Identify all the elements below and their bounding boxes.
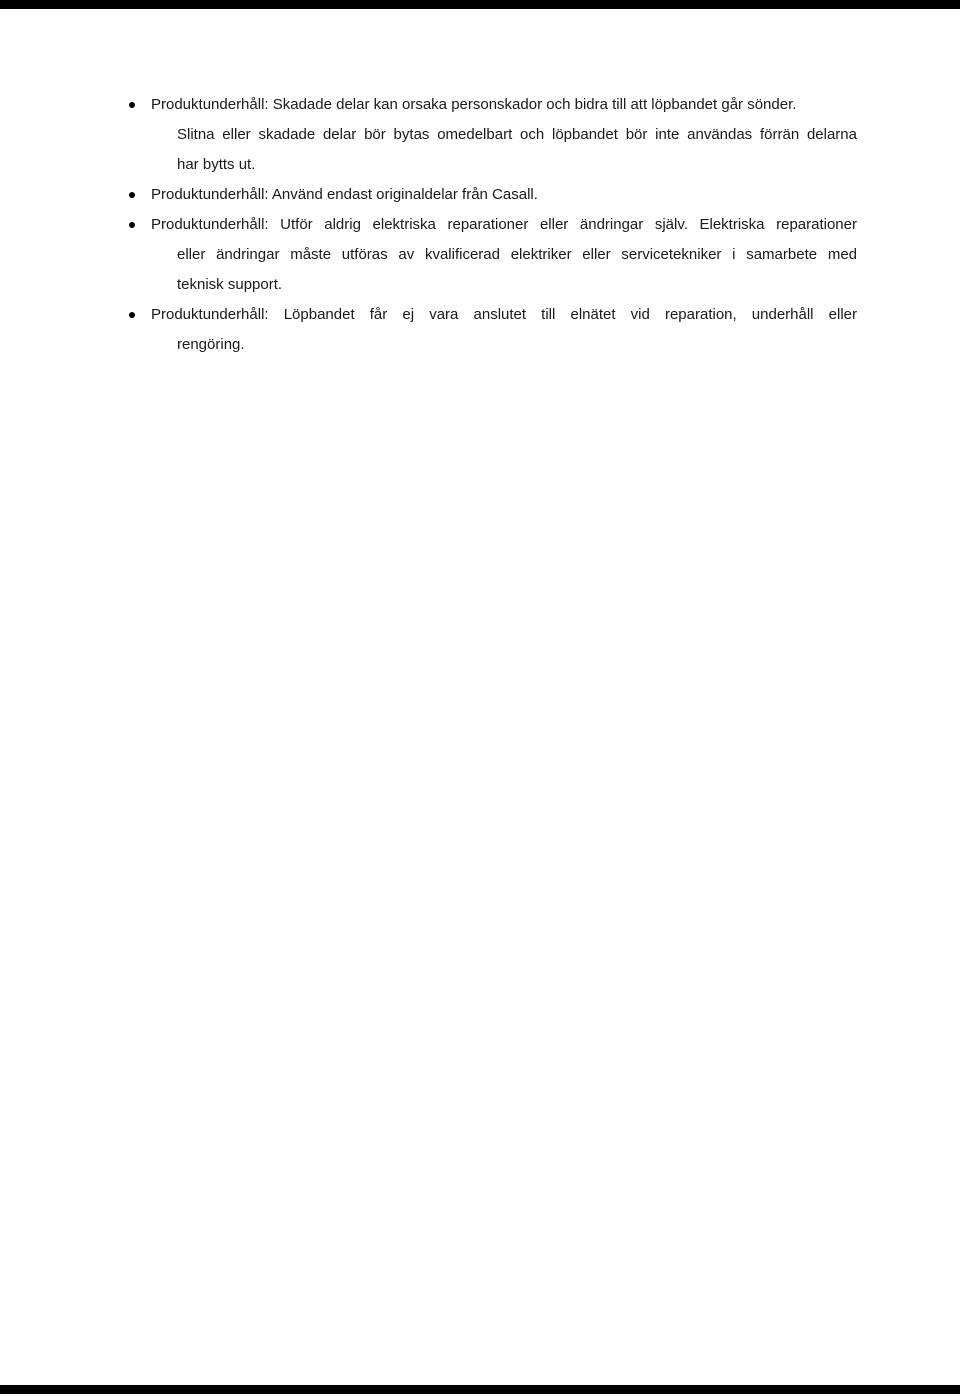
list-item-line: har bytts ut. — [177, 156, 256, 173]
list-item-line: Produktunderhåll: Skadade delar kan orsaka personskador och bidra till att löpbandet går sönder. — [151, 96, 797, 113]
list-item-line: eller ändringar måste utföras av kvalificerad elektriker eller servicetekniker i samarbete med — [177, 246, 857, 263]
list-item-line: Slitna eller skadade delar bör bytas omedelbart och löpbandet bör inte användas förrän delarna — [177, 126, 857, 143]
document-body — [0, 90, 960, 360]
list-item-line: rengöring. — [177, 336, 245, 353]
bullet-icon — [129, 192, 135, 198]
list-item — [0, 180, 960, 210]
list-item — [0, 90, 960, 180]
list-item-line: teknisk support. — [177, 276, 283, 293]
list-item-line: Produktunderhåll: Utför aldrig elektriska reparationer eller ändringar själv. Elektriska reparationer — [151, 216, 857, 233]
list-item — [0, 300, 960, 360]
list-item-line: Produktunderhåll: Löpbandet får ej vara anslutet till elnätet vid reparation, underhåll eller — [151, 306, 857, 323]
bullet-icon — [129, 312, 135, 318]
page-border-top — [0, 0, 960, 9]
page-border-bottom — [0, 1385, 960, 1394]
list-item-line: Produktunderhåll: Använd endast originaldelar från Casall. — [151, 186, 538, 203]
bullet-icon — [129, 102, 135, 108]
list-item — [0, 210, 960, 300]
bullet-icon — [129, 222, 135, 228]
maintenance-bullet-list — [0, 90, 960, 360]
